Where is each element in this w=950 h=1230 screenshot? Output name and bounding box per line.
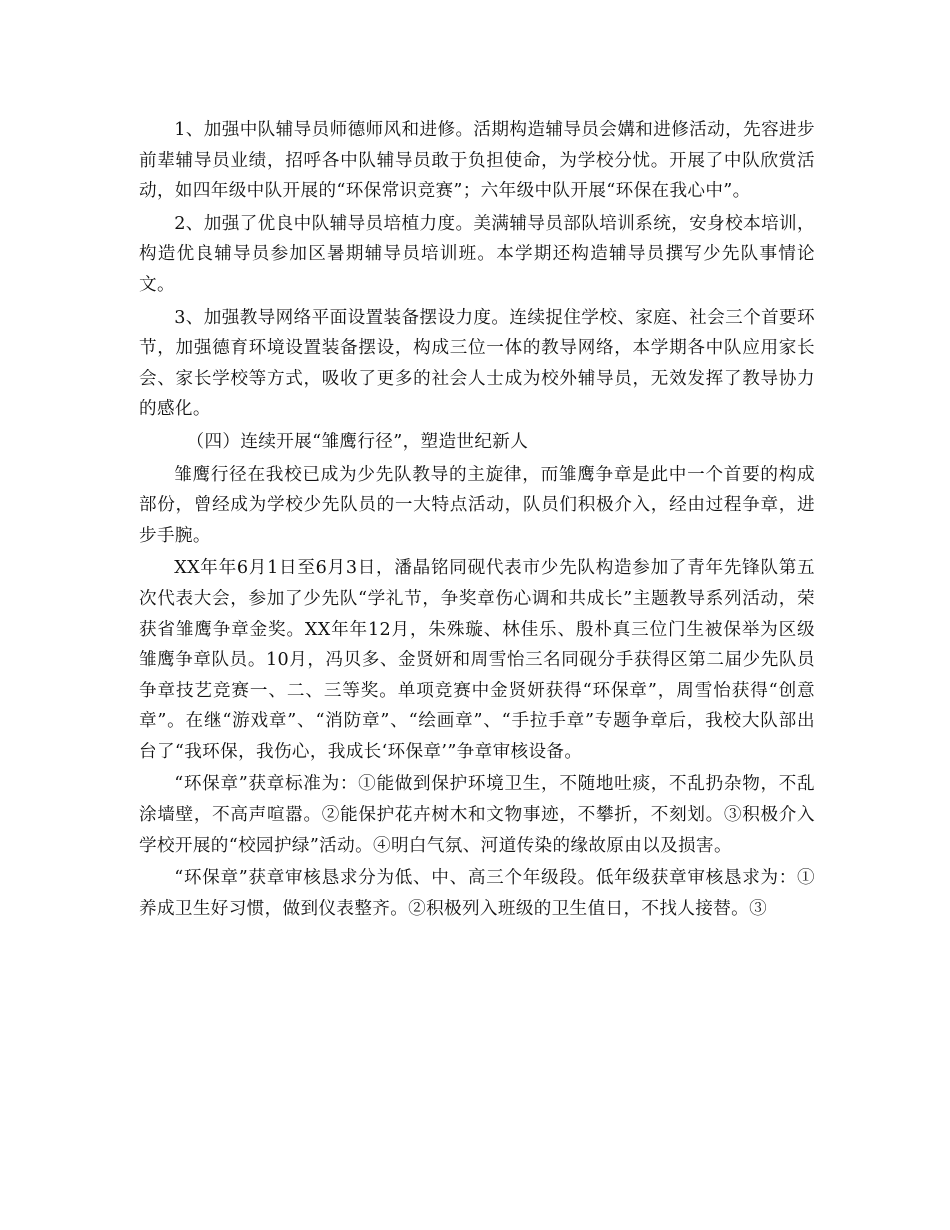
paragraph-achievements: XX年年6月1日至6月3日，潘晶铭同砚代表市少先队构造参加了青年先锋队第五次代表大会，参加了少先队“学礼节，争奖章伤心调和共成长”主题教导系列活动，荣获省雏鹰争章金奖。XX年年12月，朱殊璇、林佳乐、殷朴真三位门生被保举为区级雏鹰争章队员。10月，冯贝多、金贤妍和周雪怡三名同砚分手获得区第二届少先队员争章技艺竞赛一、二、三等奖。单项竞赛中金贤妍获得“环保章”，周雪怡获得“创意章”。在继“游戏章”、“消防章”、“绘画章”、“手拉手章”专题争章后，我校大队部出台了“我环保，我伤心，我成长‘环保章’”争章审核设备。 — [139, 558, 815, 762]
paragraph-item-2: 2、加强了优良中队辅导员培植力度。美满辅导员部队培训系统，安身校本培训，构造优良辅导员参加区暑期辅导员培训班。本学期还构造辅导员撰写少先队事情论文。 — [139, 213, 815, 295]
paragraph-eagle-action: 雏鹰行径在我校已成为少先队教导的主旋律，而雏鹰争章是此中一个首要的构成部份，曾经成为学校少先队员的一大特点活动，队员们积极介入，经由过程争章，进步手腕。 — [139, 464, 815, 546]
paragraph-item-3: 3、加强教导网络平面设置装备摆设力度。连续捉住学校、家庭、社会三个首要环节，加强德育环境设置装备摆设，构成三位一体的教导网络，本学期各中队应用家长会、家长学校等方式，吸收了更多的社会人士成为校外辅导员，无效发挥了教导协力的感化。 — [139, 307, 815, 420]
paragraph-item-1: 1、加强中队辅导员师德师风和进修。活期构造辅导员会媾和进修活动，先容进步前辈辅导员业绩，招呼各中队辅导员敢于负担使命，为学校分忧。开展了中队欣赏活动，如四年级中队开展的“环保常识竞赛”；六年级中队开展“环保在我心中”。 — [139, 120, 815, 202]
paragraph-badge-standard: “环保章”获章标准为：①能做到保护环境卫生，不随地吐痰，不乱扔杂物，不乱涂墙壁，不高声喧嚣。②能保护花卉树木和文物事迹，不攀折，不刻划。③积极介入学校开展的“校园护绿”活动。④明白气氛、河道传染的缘故原由以及损害。 — [139, 774, 815, 856]
document-body — [139, 115, 815, 926]
paragraph-badge-requirements: “环保章”获章审核恳求分为低、中、高三个年级段。低年级获章审核恳求为：①养成卫生好习惯，做到仪表整齐。②积极列入班级的卫生值日，不找人接替。③ — [139, 868, 815, 919]
section-heading: （四）连续开展“雏鹰行径”，塑造世纪新人 — [186, 431, 529, 452]
